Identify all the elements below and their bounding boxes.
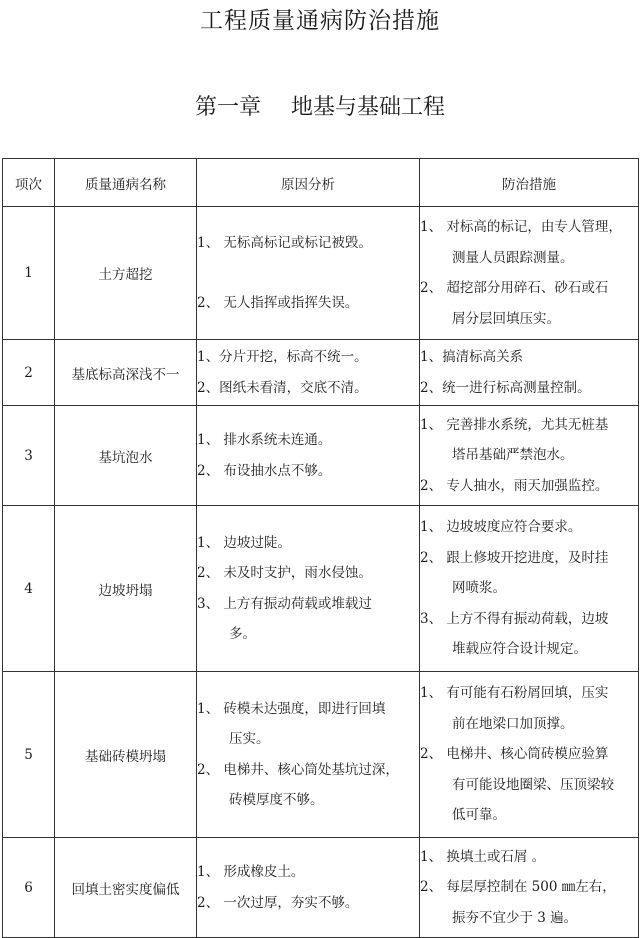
measure-line: 1、 对标高的标记，由专人管理， (420, 219, 622, 235)
defect-name: 基础砖模坍塌 (55, 672, 197, 838)
row-number: 5 (3, 672, 55, 838)
cause-line: 多。 (229, 626, 256, 642)
measures-cell (420, 340, 639, 406)
cause-line: 1、 排水系统未连通。 (197, 432, 332, 448)
measure-line: 1、 边坡坡度应符合要求。 (420, 519, 582, 536)
measure-line: 3、 上方不得有振动荷载，边坡 (420, 610, 609, 627)
cause-line: 1、 形成橡皮土。 (197, 864, 305, 880)
cause-line: 2、图纸未看清，交底不清。 (197, 379, 368, 396)
cause-cell (197, 506, 420, 672)
measure-line: 1、 换填土或石屑 。 (420, 848, 546, 865)
measure-line: 测量人员跟踪测量。 (452, 249, 574, 266)
defect-name: 土方超挖 (55, 207, 197, 340)
cause-line: 砖模厚度不够。 (229, 792, 324, 808)
defect-name: 边坡坍塌 (55, 506, 197, 672)
cause-line: 1、 无标高标记或标记被毁。 (197, 234, 372, 251)
cause-line: 2、 布设抽水点不够。 (197, 462, 332, 479)
row-number: 6 (3, 838, 55, 938)
measure-line: 2、 跟上修坡开挖进度，及时挂 (420, 549, 609, 566)
header-measures: 防治措施 (420, 159, 639, 207)
cause-line: 2、 无人指挥或指挥失误。 (197, 295, 359, 311)
cause-cell (197, 838, 420, 938)
cause-line: 1、 砖模未达强度，即进行回填 (197, 700, 386, 717)
defect-name: 基坑泡水 (55, 406, 197, 506)
chapter-label: 第一章 (194, 95, 261, 120)
chapter-heading (0, 90, 640, 121)
cause-cell (197, 672, 420, 838)
cause-line: 1、分片开挖，标高不统一。 (197, 349, 368, 365)
row-number: 3 (3, 406, 55, 506)
cause-line: 2、 电梯井、核心筒处基坑过深， (197, 761, 399, 778)
row-number: 2 (3, 340, 55, 406)
header-no: 项次 (3, 159, 55, 207)
measure-line: 低可靠。 (452, 807, 506, 824)
measure-line: 堆载应符合设计规定。 (452, 641, 587, 658)
cause-line: 3、 上方有振动荷载或堆载过 (197, 595, 372, 612)
measure-line: 2、统一进行标高测量控制。 (420, 379, 591, 396)
cause-line: 2、 一次过厚，夯实不够。 (197, 894, 359, 911)
measure-line: 振夯不宜少于 3 遍。 (452, 909, 578, 926)
measure-line: 前在地梁口加顶撑。 (452, 715, 574, 732)
chapter-name: 地基与基础工程 (291, 95, 446, 120)
measure-line: 网喷浆。 (452, 580, 506, 597)
measure-line: 2、 专人抽水，雨天加强监控。 (420, 477, 609, 494)
measure-line: 塔吊基础严禁泡水。 (452, 447, 574, 464)
table-row (3, 406, 639, 506)
measures-cell (420, 207, 639, 340)
table-row (3, 340, 639, 406)
measures-cell (420, 406, 639, 506)
table-row (3, 207, 639, 340)
cause-line: 1、 边坡过陡。 (197, 534, 291, 551)
measure-line: 2、 超挖部分用碎石、砂石或石 (420, 280, 609, 296)
measure-line: 1、 有可能有石粉屑回填，压实 (420, 685, 609, 702)
defects-table (2, 158, 639, 938)
document-title: 工程质量通病防治措施 (200, 8, 440, 34)
cause-cell (197, 207, 420, 340)
measure-line: 1、 完善排水系统，尤其无桩基 (420, 416, 609, 433)
defect-name: 基底标高深浅不一 (55, 340, 197, 406)
cause-line: 2、 未及时支护，雨水侵蚀。 (197, 565, 372, 581)
measures-cell (420, 672, 639, 838)
cause-line: 压实。 (229, 731, 270, 747)
row-number: 1 (3, 207, 55, 340)
measures-cell (420, 506, 639, 672)
table-row (3, 506, 639, 672)
header-name: 质量通病名称 (55, 159, 197, 207)
measure-line: 1、搞清标高关系 (420, 349, 524, 365)
table-row (3, 838, 639, 938)
cause-cell (197, 406, 420, 506)
table-header-row (3, 159, 639, 207)
table-row (3, 672, 639, 838)
measures-cell (420, 838, 639, 938)
row-number: 4 (3, 506, 55, 672)
header-cause: 原因分析 (197, 159, 420, 207)
measure-line: 屑分层回填压实。 (452, 310, 560, 327)
measure-line: 有可能设地圈梁、压顶梁较 (452, 776, 614, 793)
defect-name: 回填土密实度偏低 (55, 838, 197, 938)
measure-line: 2、 电梯井、核心筒砖模应验算 (420, 746, 609, 763)
cause-cell (197, 340, 420, 406)
measure-line: 2、 每层厚控制在 500 ㎜左右， (420, 879, 616, 896)
